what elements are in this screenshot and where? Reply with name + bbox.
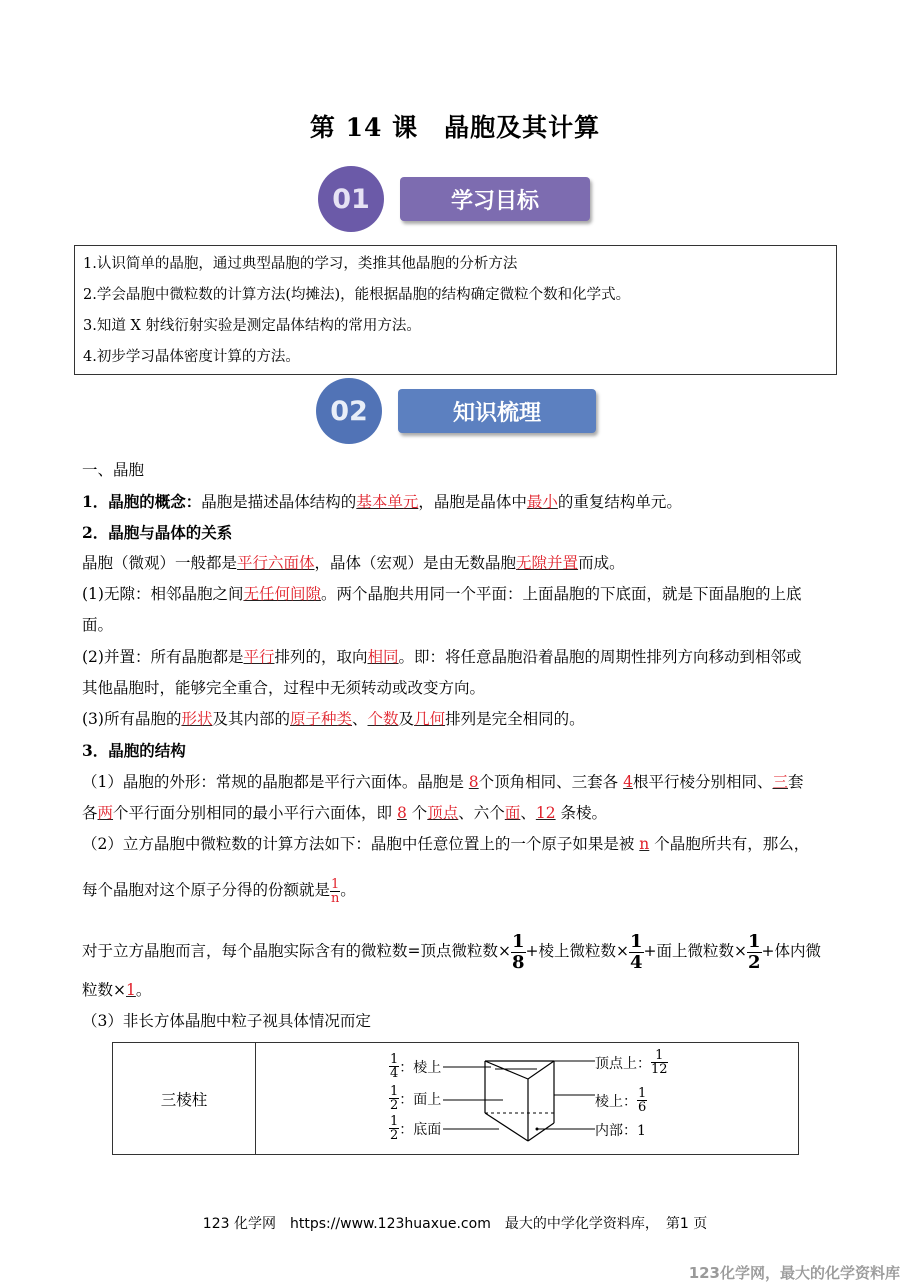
heading-crystal-cell: 一、晶胞 — [82, 461, 145, 479]
label-face-half: $\frac{1}{2}$ ：面上 — [390, 1084, 442, 1113]
label-edge-quarter: $\frac{1}{4}$ ：棱上 — [390, 1052, 442, 1081]
answer-blank: 8 — [396, 804, 407, 822]
heading-relation: 2．晶胞与晶体的关系 — [82, 523, 233, 542]
answer-blank: 形状 — [181, 710, 213, 728]
answer-blank: 相同 — [367, 648, 399, 666]
answer-blank: 12 — [535, 804, 556, 822]
goal-item: 1.认识简单的晶胞，通过典型晶胞的学习，类推其他晶胞的分析方法 — [83, 256, 518, 272]
answer-blank: 最小 — [526, 493, 558, 511]
page-title: 第 14 课 晶胞及其计算 — [309, 113, 601, 142]
answer-blank: 8 — [468, 773, 479, 791]
page-footer: 123 化学网 https://www.123huaxue.com 最大的中学化学资料库， 第1 页 — [202, 1216, 708, 1232]
goal-item: 4.初步学习晶体密度计算的方法。 — [83, 349, 300, 365]
answer-blank: 个数 — [367, 710, 399, 728]
paragraph-non-cuboid: （3）非长方体晶胞中粒子视具体情况而定 — [82, 1012, 371, 1030]
section-number-badge: 01 — [318, 166, 384, 232]
prism-table — [112, 1042, 799, 1155]
paragraph-share: 每个晶胞对这个原子分得的份额就是 $\frac{1}{n}$ 。 — [82, 876, 356, 906]
answer-blank: 三 — [772, 773, 789, 791]
paragraph-no-gap: (1)无隙：相邻晶胞之间无任何间隙。两个晶胞共用同一个平面：上面晶胞的下底面，就是下面晶胞的上底 — [82, 585, 802, 603]
learning-goals-box — [74, 245, 837, 375]
label-interior: 内部：1 — [595, 1123, 646, 1139]
answer-blank: 平行六面体 — [237, 554, 315, 572]
label-base-half: $\frac{1}{2}$ ：底面 — [390, 1114, 442, 1143]
answer-blank: 两 — [97, 804, 114, 822]
table-row-label: 三棱柱 — [113, 1043, 256, 1154]
answer-blank: n — [639, 835, 650, 853]
paragraph-shape-cont: 各两个平行面分别相同的最小平行六面体，即 8 个顶点、六个面、12 条棱。 — [82, 804, 608, 822]
paragraph-identical: (3)所有晶胞的形状及其内部的原子种类、个数及几何排列是完全相同的。 — [82, 710, 585, 728]
paragraph-no-gap-cont: 面。 — [82, 616, 114, 634]
label-vertex: 顶点上： $\frac{1}{12}$ — [595, 1048, 668, 1077]
answer-blank: 原子种类 — [290, 710, 353, 728]
section-label-goals: 学习目标 — [400, 177, 590, 221]
answer-blank: 平行 — [243, 648, 275, 666]
goal-item: 3.知道 X 射线衍射实验是测定晶体结构的常用方法。 — [83, 318, 421, 334]
answer-blank: 基本单元 — [356, 493, 419, 511]
paragraph-shape: （1）晶胞的外形：常规的晶胞都是平行六面体。晶胞是 8个顶角相同、三套各 4根平行棱分别相同、三套 — [82, 773, 804, 791]
answer-blank: 1 — [126, 981, 136, 999]
answer-blank: 顶点 — [427, 804, 459, 822]
goal-item: 2.学会晶胞中微粒数的计算方法(均摊法)，能根据晶胞的结构确定微粒个数和化学式。 — [83, 287, 631, 303]
answer-blank: 无任何间隙 — [243, 585, 321, 603]
answer-blank: 几何 — [414, 710, 446, 728]
paragraph-parallel: (2)并置：所有晶胞都是平行排列的，取向相同。即：将任意晶胞沿着晶胞的周期性排列方向移动到相邻或 — [82, 648, 802, 666]
answer-blank: 面 — [504, 804, 521, 822]
paragraph-formula: 对于立方晶胞而言，每个晶胞实际含有的微粒数=顶点微粒数× $\frac{1}{8}$ +棱上微粒数× $\frac{1}{4}$ +面上微粒数× $\frac{1}{2}$ +体内微 — [82, 930, 822, 973]
triangular-prism-diagram — [433, 1043, 603, 1154]
fraction-one-quarter: $\frac{1}{4}$ — [630, 930, 643, 973]
paragraph-definition: 1．晶胞的概念：晶胞是描述晶体结构的基本单元，晶胞是晶体中最小的重复结构单元。 — [82, 492, 682, 511]
section-number-badge: 02 — [316, 378, 382, 444]
paragraph-formula-cont: 粒数×1。 — [82, 981, 152, 999]
fraction-one-half: $\frac{1}{2}$ — [748, 930, 761, 973]
section-label-knowledge: 知识梳理 — [398, 389, 596, 433]
answer-blank: 4 — [623, 773, 633, 791]
fraction-one-over-n: $\frac{1}{n}$ — [330, 876, 340, 906]
paragraph-relation: 晶胞（微观）一般都是平行六面体，晶体（宏观）是由无数晶胞无隙并置而成。 — [82, 554, 625, 572]
paragraph-counting: （2）立方晶胞中微粒数的计算方法如下：晶胞中任意位置上的一个原子如果是被 n 个晶胞所共有，那么， — [82, 835, 810, 853]
heading-structure: 3．晶胞的结构 — [82, 741, 186, 760]
fraction-one-eighth: $\frac{1}{8}$ — [511, 930, 525, 973]
watermark: 123化学网，最大的化学资料库 — [688, 1264, 900, 1282]
paragraph-parallel-cont: 其他晶胞时，能够完全重合，过程中无须转动或改变方向。 — [82, 679, 486, 697]
label-edge: 棱上： $\frac{1}{6}$ — [595, 1086, 647, 1115]
answer-blank: 无隙并置 — [516, 554, 579, 572]
